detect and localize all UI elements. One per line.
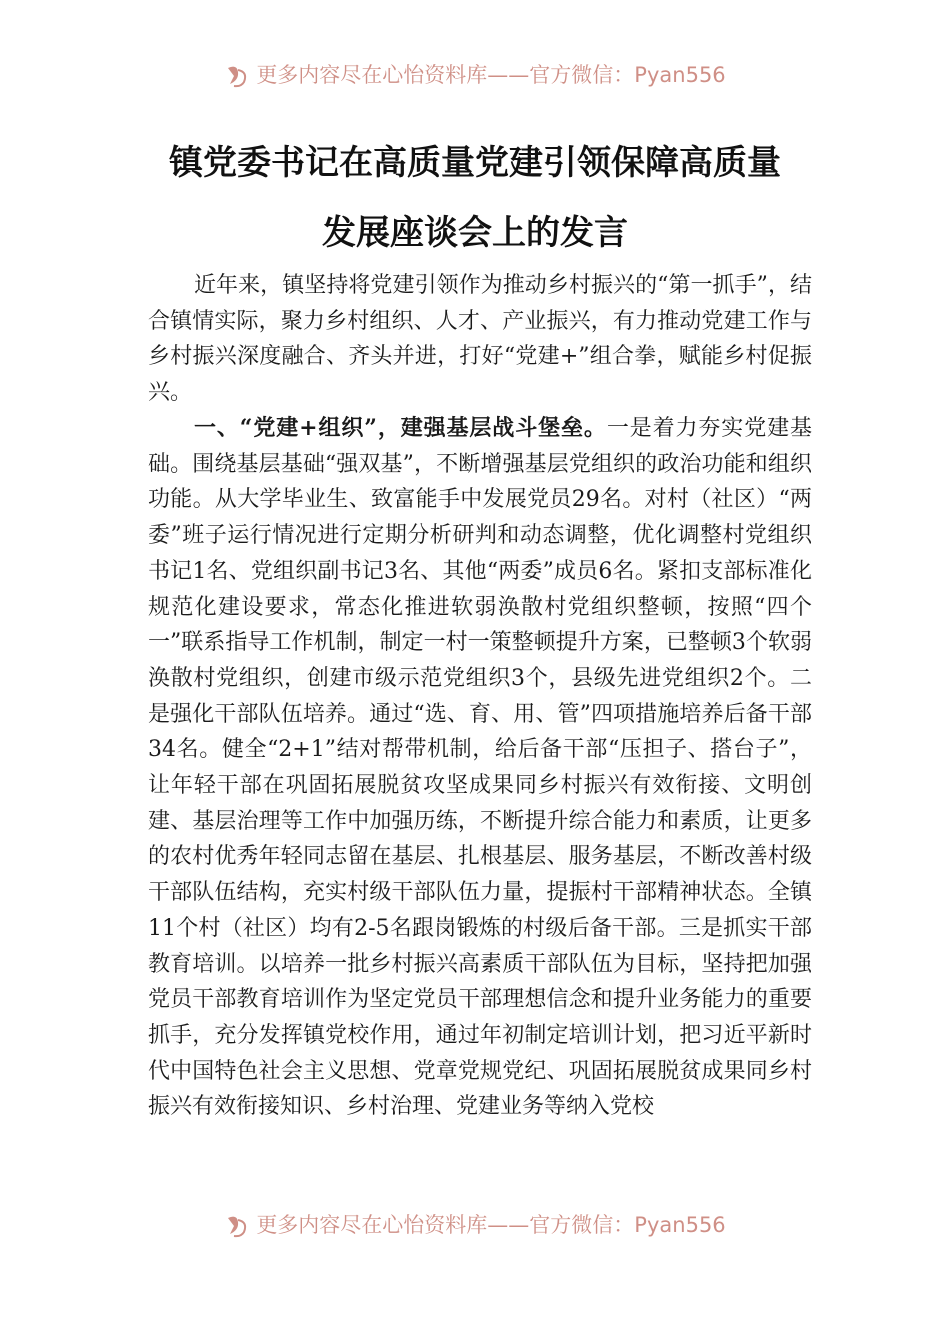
watermark-logo-icon [224, 1214, 250, 1238]
watermark-text: 更多内容尽在心怡资料库——官方微信：Pyan556 [256, 63, 726, 87]
watermark-logo-icon [224, 64, 250, 88]
document-title-line-2: 发展座谈会上的发言 [322, 213, 628, 253]
watermark-header [0, 56, 950, 90]
document-title-line-1: 镇党委书记在高质量党建引领保障高质量 [169, 143, 781, 183]
section-1-body: 一是着力夯实党建基础。围绕基层基础“强双基”，不断增强基层党组织的政治功能和组织功能。从大学毕业生、致富能手中发展党员29名。对村（社区）“两委”班子运行情况进行定期分析研判和动态调整，优化调整村党组织书记1名、党组织副书记3名、其他“两委”成员6名。紧扣支部标准化规范化建设要求，常态化推进软弱涣散村党组织整顿，按照“四个一”联系指导工作机制，制定一村一策整顿提升方案，已整顿3个软弱涣散村党组织，创建市级示范党组织3个，县级先进党组织2个。二是强化干部队伍培养。通过“选、育、用、管”四项措施培养后备干部34名。健全“2+1”结对帮带机制，给后备干部“压担子、搭台子”，让年轻干部在巩固拓展脱贫攻坚成果同乡村振兴有效衔接、文明创建、基层治理等工作中加强历练，不断提升综合能力和素质，让更多的农村优秀年轻同志留在基层、扎根基层、服务基层，不断改善村级干部队伍结构，充实村级干部队伍力量，提振村干部精神状态。全镇11个村（社区）均有2-5名跟岗锻炼的村级后备干部。三是抓实干部教育培训。以培养一批乡村振兴高素质干部队伍为目标，坚持把加强党员干部教育培训作为坚定党员干部理想信念和提升业务能力的重要抓手，充分发挥镇党校作用，通过年初制定培训计划，把习近平新时代中国特色社会主义思想、党章党规党纪、巩固拓展脱贫成果同乡村振兴有效衔接知识、乡村治理、党建业务等纳入党校 [148, 416, 812, 1120]
section-1-heading: 一、“党建+组织”，建强基层战斗堡垒。 [194, 415, 607, 441]
watermark-footer [0, 1206, 950, 1240]
intro-paragraph: 近年来，镇坚持将党建引领作为推动乡村振兴的“第一抓手”，结合镇情实际，聚力乡村组织、人才、产业振兴，有力推动党建工作与乡村振兴深度融合、齐头并进，打好“党建+”组合拳，赋能乡村促振兴。 [148, 273, 812, 406]
section-1-paragraph [148, 411, 812, 1125]
watermark-text: 更多内容尽在心怡资料库——官方微信：Pyan556 [256, 1213, 726, 1237]
